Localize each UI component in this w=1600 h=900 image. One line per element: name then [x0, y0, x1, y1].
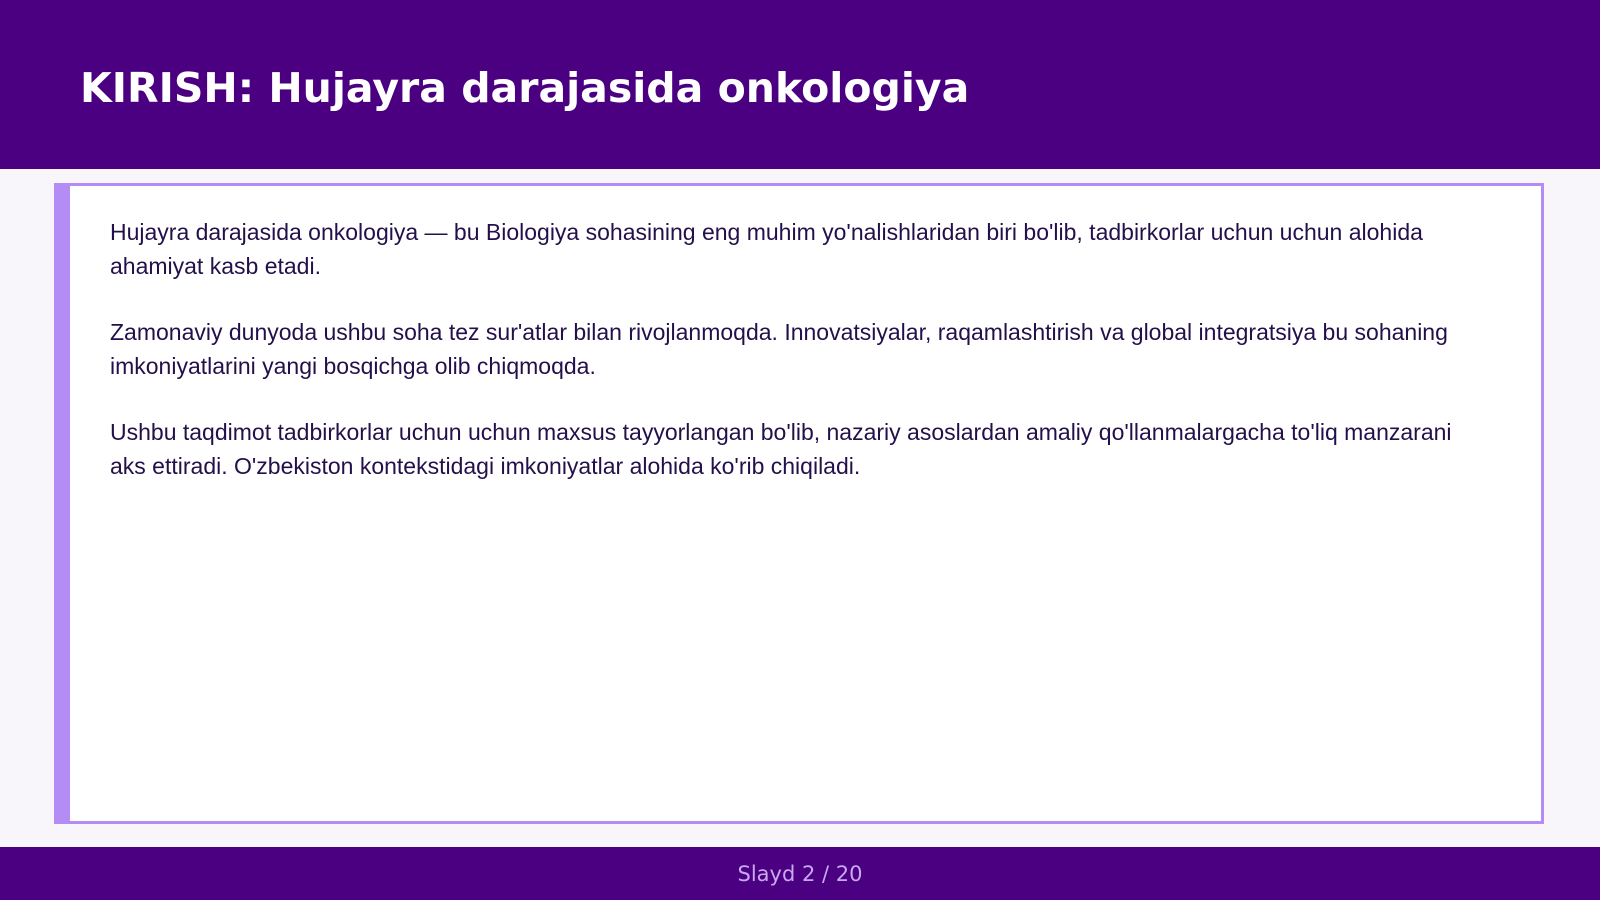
slide-footer: [0, 847, 1600, 900]
content-card: [54, 183, 1544, 824]
content-paragraph-3: Ushbu taqdimot tadbirkorlar uchun uchun maxsus tayyorlangan bo'lib, nazariy asoslardan amaliy qo'llanmalargacha to'liq manzarani aks ettiradi. O'zbekiston kontekstidagi imkoniyatlar alohida ko'rib chiqiladi.: [110, 419, 1452, 479]
slide-header: [0, 0, 1600, 169]
slide-title: KIRISH: Hujayra darajasida onkologiya: [80, 64, 970, 112]
slide-counter: Slayd 2 / 20: [737, 861, 863, 886]
content-paragraph-1: Hujayra darajasida onkologiya — bu Biologiya sohasining eng muhim yo'nalishlaridan biri bo'lib, tadbirkorlar uchun uchun alohida ahamiyat kasb etadi.: [110, 219, 1423, 279]
content-paragraph-2: Zamonaviy dunyoda ushbu soha tez sur'atlar bilan rivojlanmoqda. Innovatsiyalar, raqamlashtirish va global integratsiya bu sohaning imkoniyatlarini yangi bosqichga olib chiqmoqda.: [110, 319, 1448, 379]
